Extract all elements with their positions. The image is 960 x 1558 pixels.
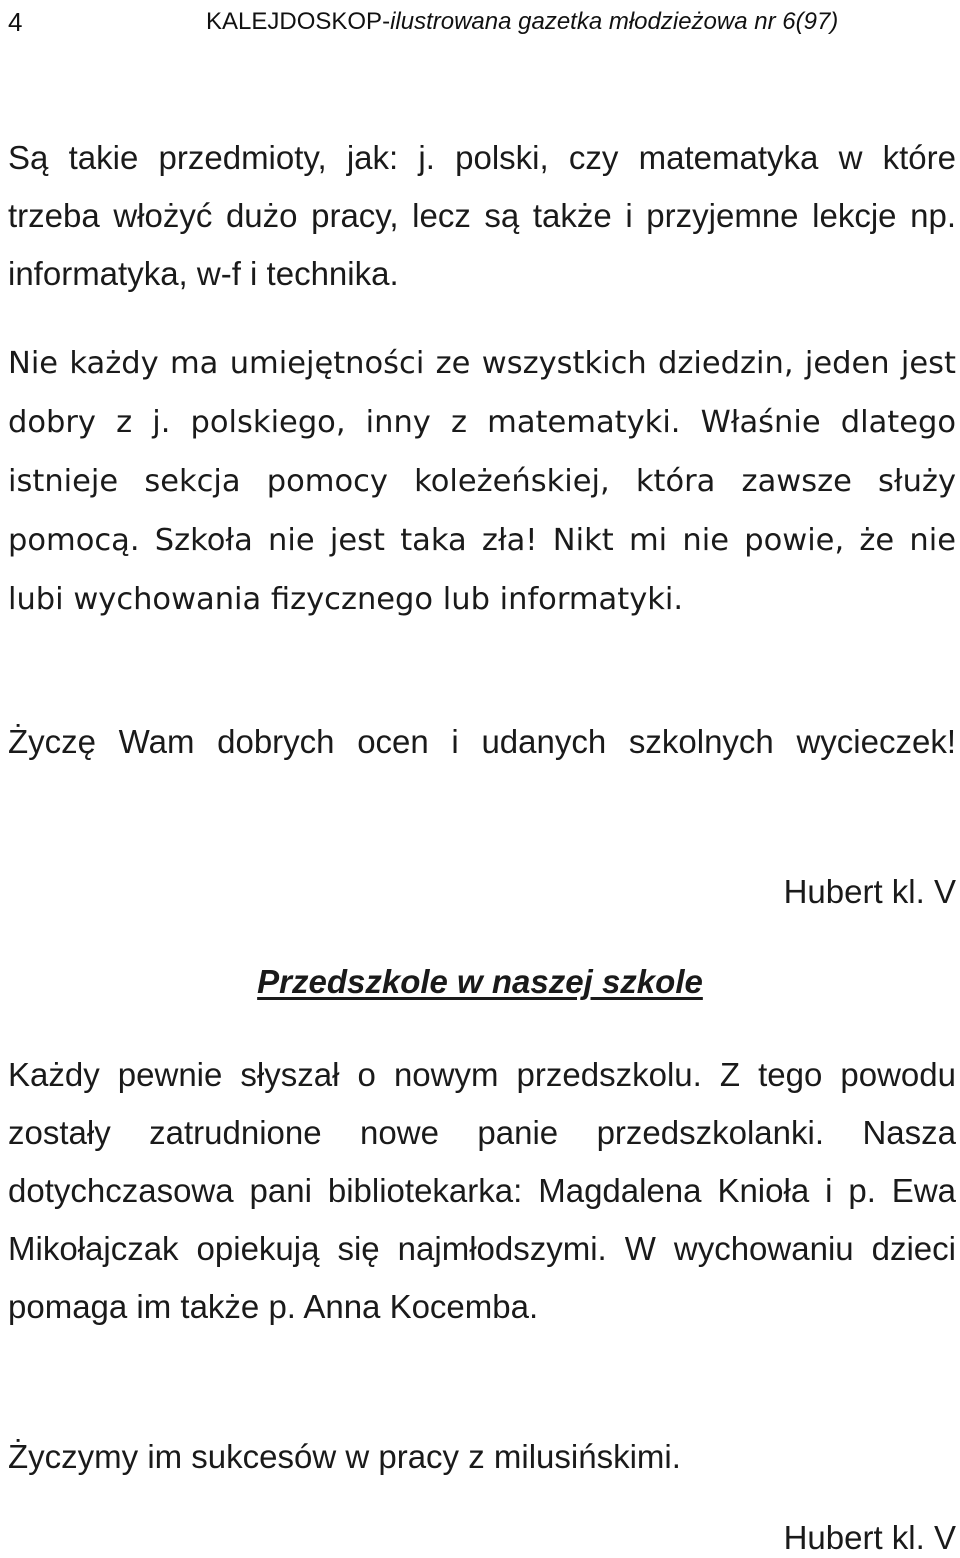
article1-paragraph3: Życzę Wam dobrych ocen i udanych szkolnych wycieczek! xyxy=(8,723,956,760)
article2-paragraph1: Każdy pewnie słyszał o nowym przedszkolu. Z tego powodu zostały zatrudnione nowe panie przedszkolanki. Nasza dotychczasowa pani bibliotekarka: Magdalena Knioła i p. Ewa Mikołajczak opiekują się najmłodszymi. W wychowaniu dzieci pomaga im także p. Anna Kocemba. xyxy=(8,1056,956,1325)
article1-paragraph1: Są takie przedmioty, jak: j. polski, czy matematyka w które trzeba włożyć dużo pracy, lecz są także i przyjemne lekcje np. informatyka, w-f i technika. xyxy=(8,139,956,292)
article1-signature: Hubert kl. V xyxy=(783,873,956,910)
article2-title: Przedszkole w naszej szkole xyxy=(257,963,703,1000)
newsletter-title-name: KALEJDOSKOP- xyxy=(206,8,391,35)
article2-paragraph2: Życzymy im sukcesów w pracy z milusińskimi. xyxy=(8,1438,681,1475)
newsletter-title-subtitle: ilustrowana gazetka młodzieżowa nr 6(97) xyxy=(390,8,839,35)
newsletter-title xyxy=(206,8,838,36)
page-number: 4 xyxy=(8,6,23,37)
article1-paragraph2-part1: Nie każdy ma umiejętności ze wszystkich dziedzin, jeden jest dobry z j. polskiego, inny z matematyki. xyxy=(8,346,956,440)
article2-signature: Hubert kl. V xyxy=(783,1519,956,1556)
article1-paragraph2-part2: Właśnie dlatego istnieje sekcja pomocy koleżeńskiej, która zawsze służy pomocą. Szkoła nie jest taka zła! Nikt mi nie powie, że nie lubi wychowania fizycznego lub informatyki. xyxy=(8,405,956,617)
article1-paragraph2 xyxy=(8,334,956,629)
page-header xyxy=(8,2,838,42)
